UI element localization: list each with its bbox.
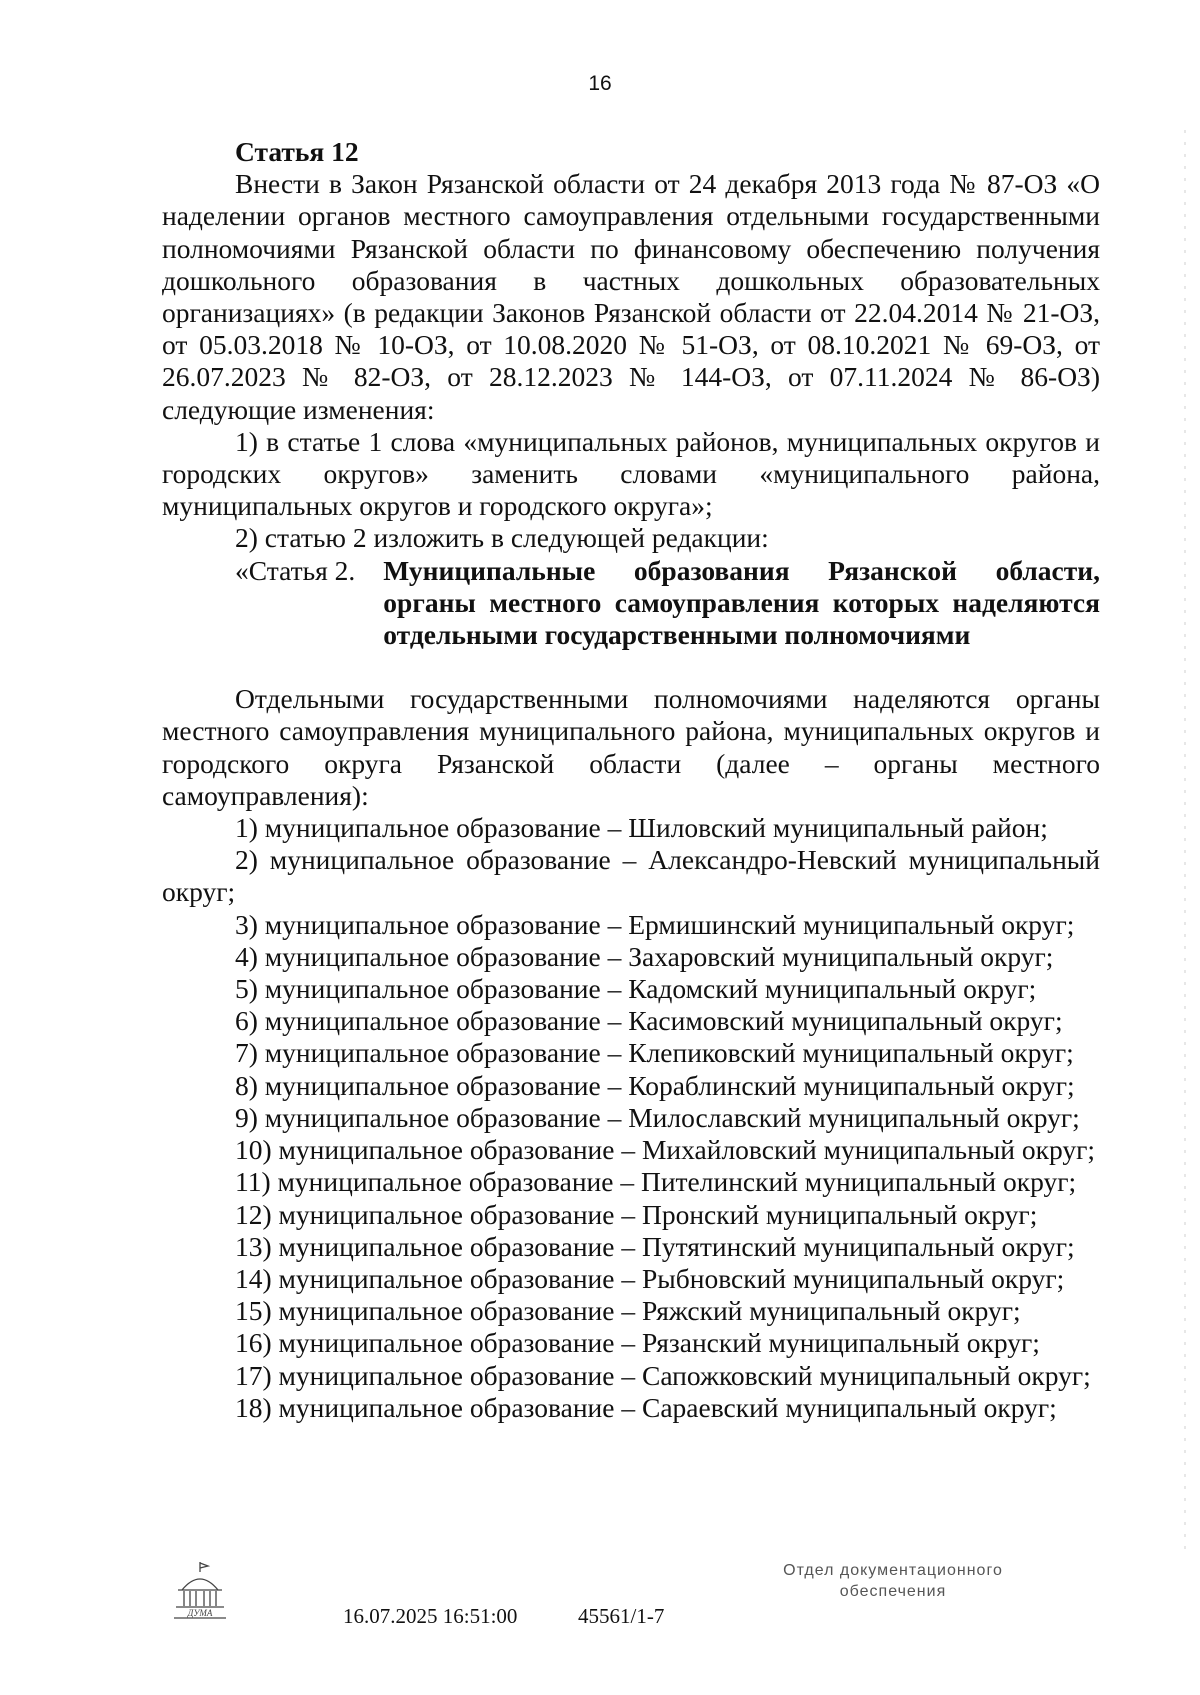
list-item: 15) муниципальное образование – Ряжский муниципальный округ;	[235, 1295, 1021, 1327]
change-item-1: 1) в статье 1 слова «муниципальных районов, муниципальных округов и городских округов» заменить словами «муниципального района, муниципальных округов и городского округа»;	[162, 425, 1100, 522]
list-item: 16) муниципальное образование – Рязанский муниципальный округ;	[235, 1327, 1040, 1359]
municipality-list	[162, 812, 1100, 1424]
list-item: 12) муниципальное образование – Пронский муниципальный округ;	[235, 1198, 1038, 1230]
duma-emblem-icon	[170, 1560, 230, 1622]
list-item: 11) муниципальное образование – Пителинский муниципальный округ;	[235, 1166, 1077, 1198]
stamp-line-2: обеспечения	[839, 1583, 947, 1600]
footer-registration-number: 45561/1-7	[578, 1604, 665, 1628]
list-item: 17) муниципальное образование – Сапожковский муниципальный округ;	[235, 1359, 1091, 1391]
document-body	[162, 136, 1100, 1424]
stamp-line-1: Отдел документационного	[783, 1562, 1003, 1579]
list-item: 2) муниципальное образование – Александро-Невский муниципальный округ;	[162, 844, 1100, 908]
article-2-title: Муниципальные образования Рязанской области, органы местного самоуправления которых наделяются отдельными государственными полномочиями	[383, 554, 1100, 651]
article-2-label: «Статья 2.	[235, 554, 356, 586]
spacer	[162, 651, 1100, 683]
list-item: 6) муниципальное образование – Касимовский муниципальный округ;	[235, 1005, 1063, 1037]
department-stamp	[738, 1560, 1048, 1602]
list-item: 5) муниципальное образование – Кадомский муниципальный округ;	[235, 973, 1037, 1005]
svg-text:ДУМА: ДУМА	[187, 1608, 213, 1618]
scan-edge-mark	[1182, 130, 1188, 1550]
footer-datetime: 16.07.2025 16:51:00	[343, 1604, 518, 1628]
list-item: 7) муниципальное образование – Клепиковский муниципальный округ;	[235, 1037, 1074, 1069]
list-item: 1) муниципальное образование – Шиловский муниципальный район;	[235, 812, 1048, 844]
list-item: 4) муниципальное образование – Захаровский муниципальный округ;	[235, 940, 1054, 972]
list-item: 13) муниципальное образование – Путятинский муниципальный округ;	[235, 1230, 1075, 1262]
list-item: 18) муниципальное образование – Сараевский муниципальный округ;	[235, 1391, 1057, 1423]
list-item: 14) муниципальное образование – Рыбновский муниципальный округ;	[235, 1262, 1065, 1294]
list-item: 9) муниципальное образование – Милославский муниципальный округ;	[235, 1101, 1080, 1133]
article-2-body: Отдельными государственными полномочиями наделяются органы местного самоуправления муниципального района, муниципальных округов и городского округа Рязанской области (далее – органы местного самоуправления):	[162, 683, 1100, 811]
list-item: 3) муниципальное образование – Ермишинский муниципальный округ;	[235, 908, 1075, 940]
article-heading: Статья 12	[235, 136, 359, 167]
page-number: 16	[588, 72, 612, 95]
intro-paragraph: Внести в Закон Рязанской области от 24 декабря 2013 года № 87-ОЗ «О наделении органов местного самоуправления отдельными государственными полномочиями Рязанской области по финансовому обеспечению получения дошкольного образования в частных дошкольных образовательных организациях» (в редакции Законов Рязанской области от 22.04.2014 № 21-ОЗ, от 05.03.2018 № 10-ОЗ, от 10.08.2020 № 51-ОЗ, от 08.10.2021 № 69-ОЗ, от 26.07.2023 № 82-ОЗ, от 28.12.2023 № 144-ОЗ, от 07.11.2024 № 86-ОЗ) следующие изменения:	[162, 168, 1100, 425]
change-item-2: 2) статью 2 изложить в следующей редакции:	[235, 522, 769, 554]
list-item: 10) муниципальное образование – Михайловский муниципальный округ;	[235, 1134, 1096, 1166]
list-item: 8) муниципальное образование – Кораблинский муниципальный округ;	[235, 1069, 1075, 1101]
article-2-title-block	[162, 555, 1100, 652]
